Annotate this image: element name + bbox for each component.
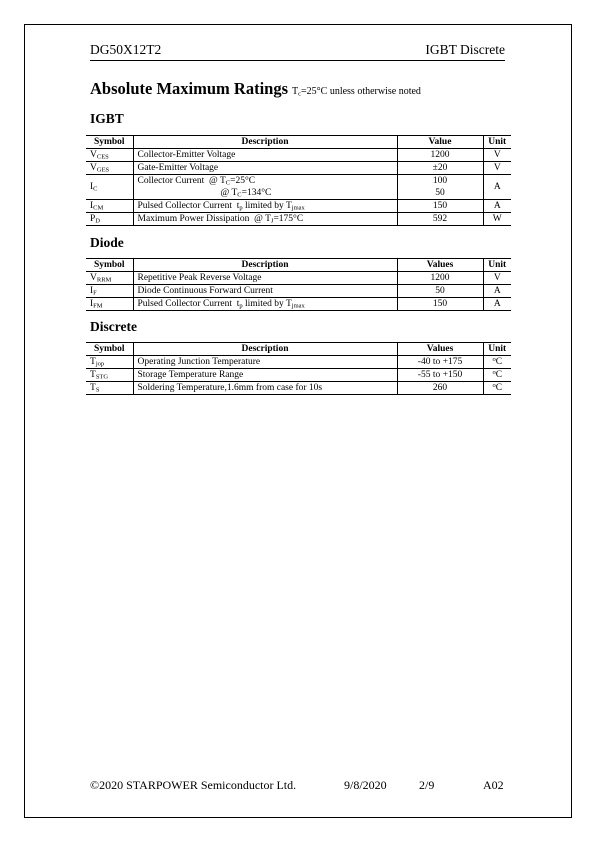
description-cell: [133, 200, 397, 213]
igbt-table: [86, 135, 511, 226]
unit-cell: W: [483, 213, 511, 226]
description-cell: [133, 175, 397, 200]
cond1-sub: C: [225, 179, 231, 187]
symbol-cell: [86, 382, 133, 395]
desc-text: Maximum Power Dissipation: [137, 214, 250, 224]
unit-sup: o: [492, 356, 496, 363]
table-row: [86, 272, 511, 285]
footer-revision: A02: [483, 778, 504, 792]
value-1: 100: [432, 176, 448, 186]
section-title: [90, 79, 421, 99]
sym-sub: F: [93, 289, 97, 297]
table-row: [86, 175, 511, 200]
unit-cell: V: [483, 272, 511, 285]
col-symbol: Symbol: [86, 259, 133, 272]
col-description: Description: [133, 136, 397, 149]
sym: I: [90, 286, 94, 296]
cond-post: =175°C: [273, 214, 304, 224]
sym: I: [90, 299, 94, 309]
cond-rest: =25°C unless otherwise noted: [301, 86, 421, 97]
unit-sup: o: [492, 369, 496, 376]
cond1-pre: @ T: [209, 176, 226, 186]
cond-t: t: [236, 201, 240, 211]
col-value: Values: [397, 259, 483, 272]
unit-text: C: [495, 383, 503, 393]
unit-cell: [483, 356, 511, 369]
sym: T: [90, 383, 96, 393]
sym: T: [90, 357, 96, 367]
cond-t: t: [236, 299, 240, 309]
value-2: 50: [435, 188, 445, 198]
cond2-pre: @ T: [220, 188, 238, 198]
col-value: Values: [397, 343, 483, 356]
value-cell: -40 to +175: [397, 356, 483, 369]
sym-sub: D: [95, 217, 100, 225]
cond-pre: @ T: [254, 214, 271, 224]
col-description: Description: [133, 343, 397, 356]
cond-2: [138, 187, 393, 199]
symbol-cell: [86, 272, 133, 285]
value-cell: [397, 175, 483, 200]
description-cell: Repetitive Peak Reverse Voltage: [133, 272, 397, 285]
desc-text: Collector Current: [137, 176, 205, 186]
discrete-table: [86, 342, 511, 395]
sym-sub: CES: [96, 153, 109, 161]
value-cell: ±20: [397, 162, 483, 175]
sym-sub: CM: [93, 204, 104, 212]
table-header-row: [86, 136, 511, 149]
unit-text: C: [495, 370, 503, 380]
cond2-sub: C: [237, 191, 242, 199]
product-type: IGBT Discrete: [425, 42, 505, 57]
table-header-row: [86, 259, 511, 272]
description-cell: Collector-Emitter Voltage: [133, 149, 397, 162]
description-cell: Diode Continuous Forward Current: [133, 285, 397, 298]
value-cell: 50: [397, 285, 483, 298]
diode-table: [86, 258, 511, 311]
cond1-post: =25°C: [230, 176, 256, 186]
unit-text: C: [495, 357, 503, 367]
value-cell: -55 to +150: [397, 369, 483, 382]
title-condition: [292, 86, 421, 97]
unit-cell: A: [483, 175, 511, 200]
table-row: [86, 213, 511, 226]
cond-t: T: [292, 86, 299, 97]
col-unit: Unit: [483, 136, 511, 149]
cond2-post: =134°C: [241, 188, 272, 198]
sym: I: [90, 182, 94, 192]
description-cell: Soldering Temperature,1.6mm from case for 10s: [133, 382, 397, 395]
sym: V: [90, 163, 97, 173]
sym: V: [90, 150, 97, 160]
symbol-cell: [86, 298, 133, 311]
sym-sub: GES: [96, 166, 110, 174]
description-cell: [133, 213, 397, 226]
discrete-heading: Discrete: [90, 319, 137, 334]
cond-t-sub: p: [239, 204, 243, 212]
footer-page: 2/9: [419, 778, 435, 792]
table-row: [86, 162, 511, 175]
footer-date: 9/8/2020: [344, 778, 387, 792]
sym-sub: RRM: [96, 276, 112, 284]
unit-cell: V: [483, 162, 511, 175]
unit-cell: A: [483, 298, 511, 311]
symbol-cell: [86, 200, 133, 213]
table-row: [86, 369, 511, 382]
igbt-heading: IGBT: [90, 111, 124, 126]
col-description: Description: [133, 259, 397, 272]
cond-sub: c: [298, 90, 302, 98]
unit-sup: o: [492, 382, 496, 389]
table-row: [86, 149, 511, 162]
cond-mid: limited by T: [242, 299, 292, 309]
value-cell: 1200: [397, 272, 483, 285]
table-row: [86, 298, 511, 311]
sym-sub: STG: [95, 373, 109, 381]
cond-sub: J: [270, 217, 274, 225]
unit-cell: A: [483, 285, 511, 298]
unit-cell: V: [483, 149, 511, 162]
symbol-cell: [86, 369, 133, 382]
col-symbol: Symbol: [86, 136, 133, 149]
col-symbol: Symbol: [86, 343, 133, 356]
unit-cell: [483, 382, 511, 395]
sym-sub: S: [95, 386, 100, 394]
value-cell: 150: [397, 298, 483, 311]
sym: I: [90, 201, 94, 211]
part-number: DG50X12T2: [90, 42, 162, 57]
description-cell: Operating Junction Temperature: [133, 356, 397, 369]
cond-mid: limited by T: [242, 201, 292, 211]
description-cell: [133, 298, 397, 311]
symbol-cell: [86, 285, 133, 298]
cond-t-sub: p: [239, 302, 243, 310]
symbol-cell: [86, 356, 133, 369]
symbol-cell: [86, 175, 133, 200]
table-row: [86, 382, 511, 395]
footer-copyright: ©2020 STARPOWER Semiconductor Ltd.: [90, 778, 297, 792]
col-unit: Unit: [483, 343, 511, 356]
value-cell: 592: [397, 213, 483, 226]
cond-1: [209, 176, 255, 186]
description-cell: Gate-Emitter Voltage: [133, 162, 397, 175]
value-cell: 260: [397, 382, 483, 395]
symbol-cell: [86, 149, 133, 162]
description-cell: Storage Temperature Range: [133, 369, 397, 382]
cond-end-sub: jmax: [291, 302, 305, 310]
sym-sub: FM: [93, 302, 103, 310]
table-row: [86, 285, 511, 298]
sym-sub: jop: [95, 360, 105, 368]
col-value: Value: [397, 136, 483, 149]
desc-text: Pulsed Collector Current: [137, 201, 232, 211]
title-main: Absolute Maximum Ratings: [90, 79, 289, 98]
page-header: [90, 42, 505, 61]
unit-cell: [483, 369, 511, 382]
table-row: [86, 356, 511, 369]
table-header-row: [86, 343, 511, 356]
sym: T: [90, 370, 96, 380]
symbol-cell: [86, 162, 133, 175]
desc-text: Pulsed Collector Current: [137, 299, 232, 309]
sym-sub: C: [93, 185, 98, 193]
cond-end-sub: jmax: [291, 204, 305, 212]
col-unit: Unit: [483, 259, 511, 272]
table-row: [86, 200, 511, 213]
value-cell: 1200: [397, 149, 483, 162]
sym: V: [90, 273, 97, 283]
unit-cell: A: [483, 200, 511, 213]
value-cell: 150: [397, 200, 483, 213]
symbol-cell: [86, 213, 133, 226]
sym: P: [90, 214, 96, 224]
diode-heading: Diode: [90, 235, 124, 250]
